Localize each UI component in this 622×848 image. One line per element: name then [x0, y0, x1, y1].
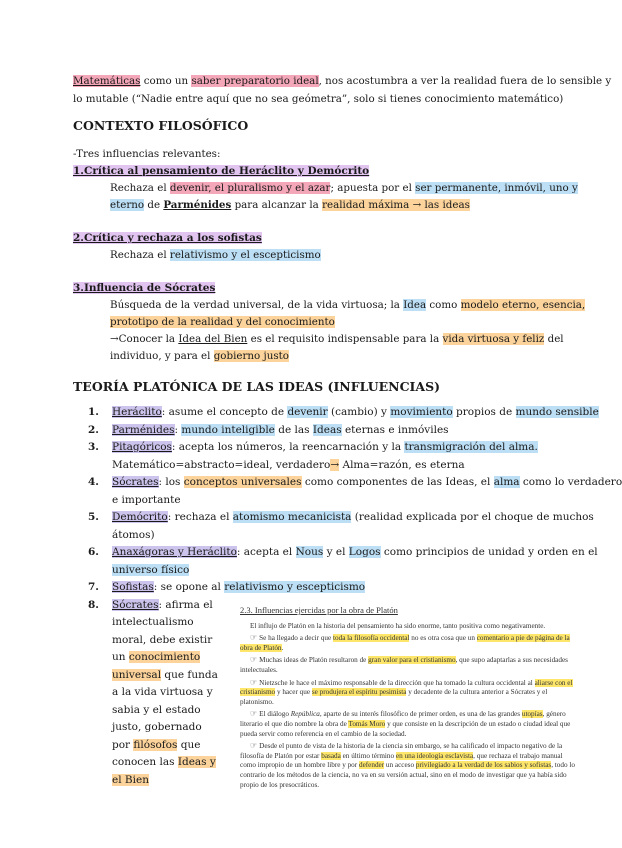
text: Alma=razón, es eterna: [339, 458, 465, 471]
text: moral, debe existir: [112, 633, 213, 646]
text: Matemático=abstracto=ideal, verdadero: [112, 458, 331, 471]
num: 8.: [88, 598, 99, 611]
text: , género literario el que dio nombre la obra de: [240, 710, 566, 728]
text: para alcanzar la: [231, 199, 323, 211]
hl: el Bien: [112, 773, 149, 786]
text: eternas e inmóviles: [341, 423, 449, 436]
text: de las: [274, 423, 313, 436]
text: un acceso: [384, 761, 416, 770]
text: , todo lo contrario de los métodos de la ciencia, no va en su versión actual, sino en el modo de investigar que ya había sido propio de los presocráticos.: [240, 761, 575, 789]
text: intelectualismo: [112, 616, 194, 628]
text: 2.3. Influencias ejercidas por la obra de Platón: [240, 605, 398, 615]
text: conocen las: [112, 756, 178, 768]
excerpt-p4: [240, 678, 580, 708]
text: sabia y el estado: [112, 703, 201, 716]
text: : rechaza el: [167, 511, 233, 523]
hl: defender: [358, 761, 385, 770]
text: ; apuesta por el: [330, 182, 416, 194]
text: Búsqueda de la verdad universal, de la vida virtuosa; la: [110, 299, 404, 311]
text: justo, gobernado: [112, 721, 202, 733]
hand-icon: ☞: [250, 677, 260, 687]
text: El diálogo: [259, 710, 291, 719]
highlight: realidad máxima → las ideas: [322, 199, 470, 211]
name: Sofistas: [112, 581, 154, 593]
text: como principios de unidad y orden en el: [380, 546, 598, 558]
list-item: [88, 439, 622, 474]
heading-text: 3.Influencia de Sócrates: [73, 282, 216, 294]
idea-del-bien: Idea del Bien: [178, 333, 248, 345]
s3-line-2: [110, 313, 335, 331]
heading-text: 1.Crítica al pensamiento de Heráclito y Demócrito: [73, 165, 370, 177]
highlight-saber: saber preparatorio ideal: [191, 75, 319, 87]
hl: atomismo mecanicista: [232, 511, 352, 523]
hl: Logos: [348, 546, 381, 558]
text: Desde el punto de vista de la historia de la ciencia sin embargo, se ha calificado el impacto negativo de la filosofía de Platón por estar: [240, 742, 563, 760]
list-item: [88, 474, 622, 509]
text: (cambio) y: [327, 406, 391, 418]
list-item: [88, 544, 622, 579]
name: Demócrito: [112, 511, 168, 523]
highlight: relativismo y el escepticismo: [169, 249, 321, 261]
parmenides: Parménides: [163, 199, 232, 211]
excerpt-p6: [240, 741, 580, 790]
text: , que supo adaptarlas a sus necesidades intelectuales.: [240, 656, 568, 674]
text: a la vida virtuosa y: [112, 686, 213, 698]
text: y decadente de la cultura anterior a Sócrates y el platonismo.: [240, 688, 548, 706]
text: República: [290, 710, 320, 719]
list-item: [88, 422, 622, 440]
hl: universal: [112, 668, 162, 681]
intro-line-2: lo mutable (“Nadie entre aquí que no sea geómetra”, solo si tienes conocimiento matemático): [73, 93, 564, 105]
excerpt-p2: [240, 633, 580, 653]
text: : afirma el: [158, 598, 213, 611]
text: como un: [140, 75, 192, 87]
num: 2.: [88, 423, 99, 436]
section-title-contexto: CONTEXTO FILOSÓFICO: [73, 118, 249, 133]
text: Rechaza el: [110, 249, 170, 261]
hl: comentario a pie de página de la obra de Platón: [240, 634, 570, 652]
name: Anaxágoras y Heráclito: [112, 546, 237, 558]
list-item: [88, 509, 622, 544]
text: : los: [158, 476, 184, 488]
hl: conceptos universales: [183, 476, 302, 488]
text: : acepta los números, la reencarnación y la: [171, 441, 405, 453]
hl: aliarse con el cristianismo: [240, 678, 573, 697]
list-item: [88, 404, 622, 422]
hand-icon: ☞: [250, 633, 260, 643]
arrow: →: [330, 458, 340, 471]
text: : se opone al: [153, 581, 225, 593]
subsection-heading-2: [73, 229, 262, 247]
name: Parménides: [112, 423, 175, 436]
highlight: prototipo de la realidad y del conocimiento: [110, 316, 335, 328]
text: y hacer que: [275, 688, 312, 697]
text: del: [544, 333, 564, 345]
excerpt-title: [240, 606, 580, 616]
text: individuo, y para el: [110, 350, 214, 362]
text: :: [174, 423, 182, 436]
hl: universo físico: [112, 563, 190, 576]
hand-icon: ☞: [250, 709, 260, 719]
text: que funda: [161, 668, 218, 681]
text: como: [426, 299, 461, 311]
text: Se ha llegado a decir que: [259, 634, 334, 643]
text: , nos acostumbra a ver la realidad fuera de lo sensible y: [318, 75, 612, 87]
excerpt-p3: [240, 655, 580, 675]
s3-line-1: [110, 296, 585, 314]
text: como lo verdadero: [519, 476, 622, 488]
hl: devenir: [287, 406, 328, 418]
hl: mundo inteligible: [181, 423, 275, 436]
hl: gran valor para el cristianismo: [368, 656, 456, 665]
hl: filósofos: [133, 738, 178, 751]
num: 5.: [88, 511, 99, 523]
subsection-heading-3: [73, 279, 215, 297]
hl: Tomás Moro: [348, 719, 386, 728]
highlight: modelo eterno, esencia,: [460, 299, 586, 311]
scanned-excerpt: [240, 606, 580, 842]
hl: Ideas y: [177, 756, 216, 768]
hand-icon: ☞: [250, 655, 260, 665]
text: : asume el concepto de: [161, 406, 288, 418]
num: 4.: [88, 476, 99, 488]
highlight-matematicas: Matemáticas: [73, 75, 141, 87]
text: átomos): [112, 528, 155, 541]
text: de: [144, 199, 164, 211]
hl: privilegiado a la verdad de los sabios y sofistas: [415, 761, 552, 770]
text: .: [281, 643, 284, 652]
heading-text: 2.Crítica y rechaza a los sofistas: [73, 232, 262, 244]
text: y el: [323, 546, 349, 558]
highlight: devenir, el pluralismo y el azar: [169, 182, 331, 194]
hl: utopías: [521, 710, 543, 719]
text: : acepta el: [236, 546, 296, 558]
hl: Nous: [295, 546, 324, 558]
list-item: [88, 579, 622, 597]
hl: relativismo y escepticismo: [224, 581, 366, 593]
highlight: ser permanente, inmóvil, uno y: [415, 182, 578, 194]
text: como componentes de las Ideas, el: [301, 476, 494, 488]
contexto-intro: -Tres influencias relevantes:: [73, 148, 221, 160]
text: Nietzsche le hace el máximo responsable de la dirección que ha tomado la cultura occidental al: [259, 678, 535, 687]
hl: alma: [493, 476, 520, 488]
hl: se produjera el espíritu pesimista: [311, 688, 407, 697]
text: , que rechaza el trabajo manual como impropio de un hombre libre y por: [240, 751, 563, 770]
text: que: [177, 738, 201, 751]
hl: mundo sensible: [515, 406, 599, 418]
hl: movimiento: [390, 406, 453, 418]
text: →Conocer la: [110, 333, 179, 345]
name: Sócrates: [112, 476, 159, 488]
subsection-heading-1: [73, 162, 369, 180]
num: 7.: [88, 581, 99, 593]
text: propios de: [452, 406, 516, 418]
text: Muchas ideas de Platón resultaron de: [259, 656, 369, 665]
text: en último término: [340, 751, 396, 760]
highlight: vida virtuosa y feliz: [442, 333, 545, 345]
text: , aparte de su interés filosófico de primer orden, es una de las grandes: [319, 710, 522, 719]
name: Sócrates: [112, 598, 159, 611]
text: no es otra cosa que un: [409, 634, 477, 643]
s1-line-1: [110, 179, 578, 197]
section-title-teoria: TEORÍA PLATÓNICA DE LAS IDEAS (INFLUENCIAS): [73, 379, 441, 394]
num: 3.: [88, 441, 99, 453]
hl: toda la filosofía occidental: [333, 634, 410, 643]
intro-line-1: [73, 72, 611, 90]
highlight: gobierno justo: [213, 350, 289, 362]
highlight: Idea: [403, 299, 427, 311]
s1-line-2: [110, 196, 470, 214]
text: un: [112, 651, 129, 663]
text: es el requisito indispensable para la: [247, 333, 443, 345]
num: 6.: [88, 546, 99, 558]
s3-line-4: [110, 347, 289, 365]
num: 1.: [88, 406, 99, 418]
excerpt-p5: [240, 709, 580, 739]
text: por: [112, 738, 134, 751]
text: Rechaza el: [110, 182, 170, 194]
hl: basada: [321, 751, 341, 760]
text: (realidad explicada por el choque de muchos: [351, 511, 594, 523]
text: e importante: [112, 493, 181, 506]
text: y que consiste en la descripción de un estado o ciudad ideal que pueda servir como referencia en el cambio de la sociedad.: [240, 719, 571, 738]
hl: Ideas: [312, 423, 342, 436]
hand-icon: ☞: [250, 741, 260, 751]
hl: en una ideología esclavista: [395, 751, 474, 760]
name: Heráclito: [112, 406, 162, 418]
s2-line-1: [110, 246, 321, 264]
hl: transmigración del alma.: [404, 441, 538, 453]
hl: conocimiento: [128, 651, 201, 663]
name: Pitagóricos: [112, 441, 172, 453]
s3-line-3: [110, 330, 564, 348]
highlight: eterno: [110, 199, 145, 211]
excerpt-p1: El influjo de Platón en la historia del pensamiento ha sido enorme, tanto positiva como negativamente.: [250, 621, 546, 630]
